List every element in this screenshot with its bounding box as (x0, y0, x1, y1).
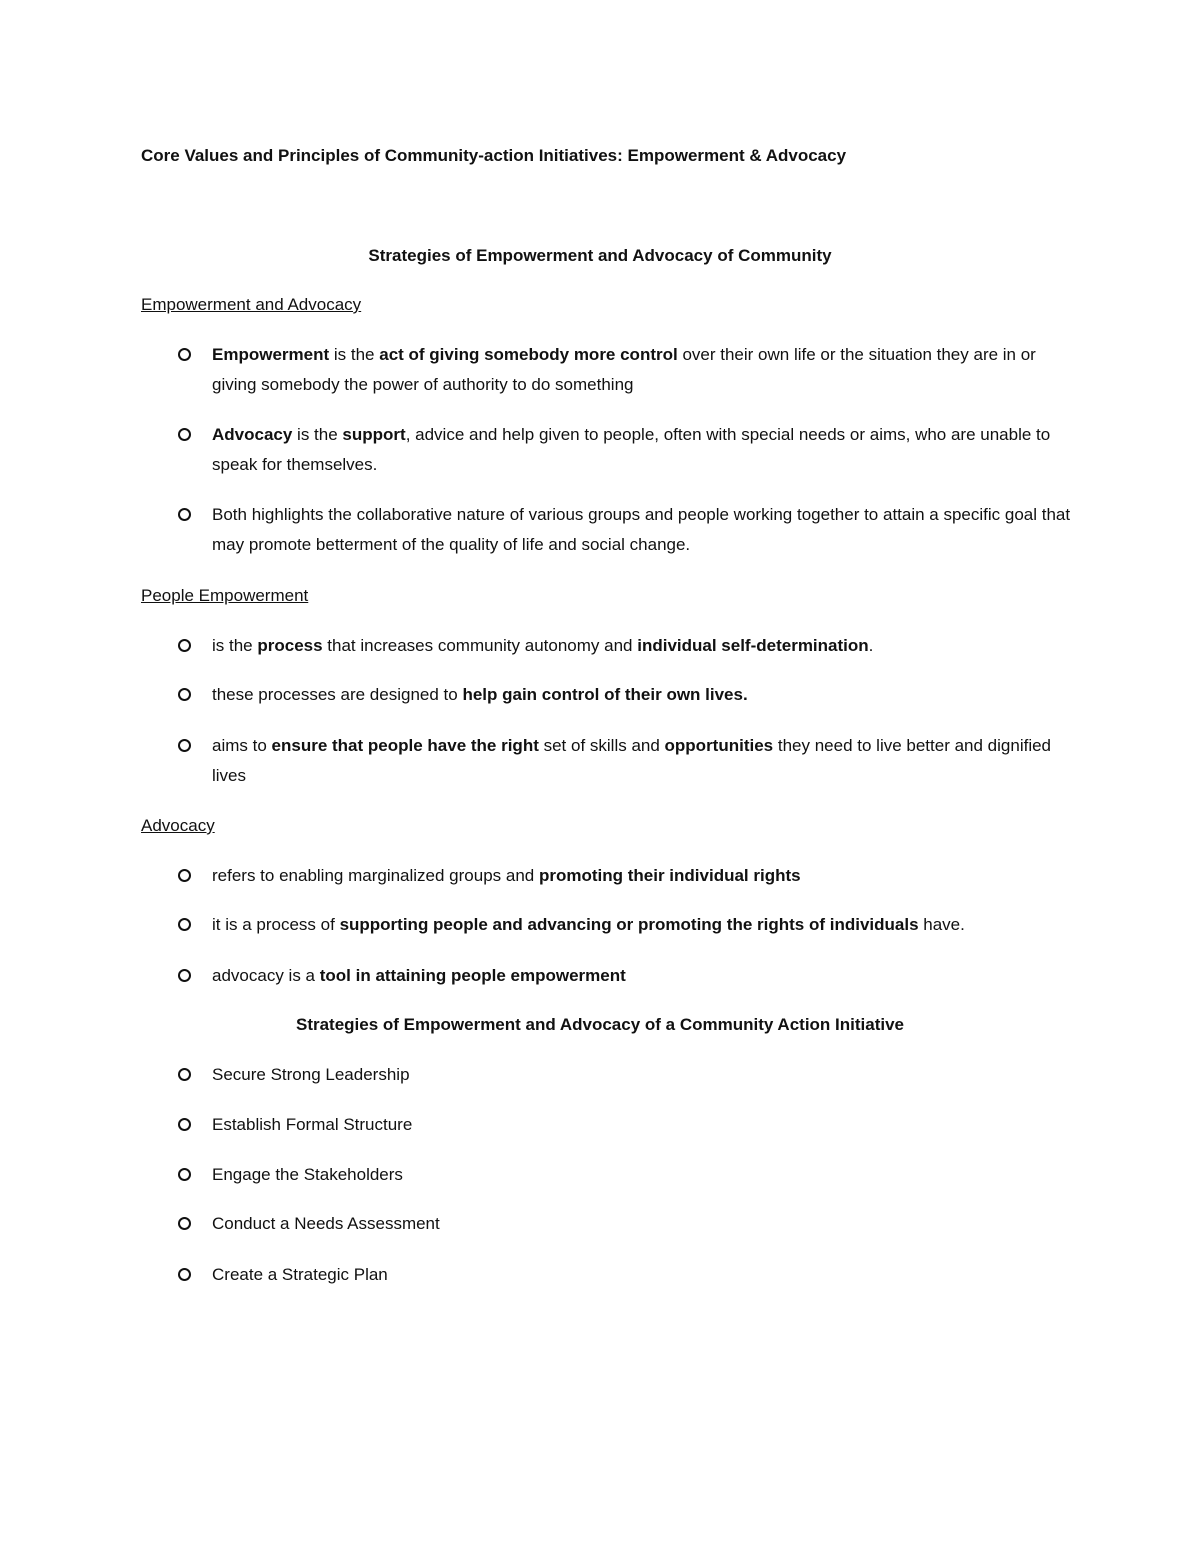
bold-text-run: Empowerment (212, 345, 330, 364)
list-item (178, 861, 1078, 891)
bold-text-run: opportunities (664, 736, 774, 755)
text-run: these processes are designed to (212, 685, 463, 704)
hollow-circle-bullet-icon (178, 1068, 191, 1081)
bold-text-run: individual self-determination (637, 636, 869, 655)
text-run: , advice and help given to people, often with special needs or aims, who are unable to speak for themselves. (212, 425, 1051, 474)
hollow-circle-bullet-icon (178, 869, 191, 882)
hollow-circle-bullet-icon (178, 1168, 191, 1181)
strategy-item (178, 1209, 1078, 1239)
strategy-text: Create a Strategic Plan (212, 1265, 388, 1284)
text-run: set of skills and (538, 736, 665, 755)
document-title: Core Values and Principles of Community-action Initiatives: Empowerment & Advocacy (141, 146, 847, 165)
bold-text-run: process (257, 636, 323, 655)
list-item (178, 961, 1078, 991)
bold-text-run: supporting people and advancing or promoting the rights of individuals (339, 915, 919, 934)
action-initiative-strategies-heading: Strategies of Empowerment and Advocacy of a Community Action Initiative (295, 1015, 904, 1034)
hollow-circle-bullet-icon (178, 639, 191, 652)
strategy-text: Engage the Stakeholders (212, 1165, 403, 1184)
text-run: advocacy is a (212, 966, 320, 985)
text-run: aims to (212, 736, 272, 755)
list-item (178, 910, 1078, 940)
section-heading-people-empowerment: People Empowerment (141, 586, 309, 605)
bold-text-run: promoting their individual rights (538, 866, 801, 885)
strategy-text: Conduct a Needs Assessment (212, 1214, 440, 1233)
hollow-circle-bullet-icon (178, 428, 191, 441)
hollow-circle-bullet-icon (178, 348, 191, 361)
text-run: is the (329, 345, 380, 364)
list-item (178, 631, 1078, 661)
list-item (178, 731, 1078, 791)
strategy-text: Establish Formal Structure (212, 1115, 413, 1134)
list-item-text (212, 631, 1078, 661)
list-item-text (212, 340, 1078, 400)
hollow-circle-bullet-icon (178, 739, 191, 752)
strategies-heading: Strategies of Empowerment and Advocacy of Community (368, 246, 832, 265)
list-item-text (212, 680, 1078, 710)
hollow-circle-bullet-icon (178, 918, 191, 931)
bold-text-run: Advocacy (212, 425, 293, 444)
hollow-circle-bullet-icon (178, 508, 191, 521)
hollow-circle-bullet-icon (178, 1268, 191, 1281)
text-run: Both highlights the collaborative nature of various groups and people working together to attain a specific goal that may promote betterment of the quality of life and social change. (212, 505, 1071, 554)
list-item (178, 680, 1078, 710)
bold-text-run: support (342, 425, 406, 444)
text-run: refers to enabling marginalized groups and (212, 866, 539, 885)
bold-text-run: act of giving somebody more control (379, 345, 678, 364)
text-run: is the (292, 425, 343, 444)
list-item-text (212, 861, 1078, 891)
hollow-circle-bullet-icon (178, 969, 191, 982)
list-item-text (212, 420, 1078, 480)
list-item-text (212, 961, 1078, 991)
strategy-text: Secure Strong Leadership (212, 1065, 410, 1084)
text-run: it is a process of (212, 915, 340, 934)
text-run: is the (212, 636, 258, 655)
text-run: that increases community autonomy and (322, 636, 638, 655)
text-run: they need to live better and dignified lives (212, 736, 1052, 785)
list-item (178, 420, 1078, 480)
hollow-circle-bullet-icon (178, 1217, 191, 1230)
bold-text-run: help gain control of their own lives. (462, 685, 748, 704)
text-run: over their own life or the situation they are in or giving somebody the power of authority to do something (212, 345, 1036, 394)
strategy-item (178, 1110, 1078, 1140)
list-item (178, 340, 1078, 400)
text-run: . (868, 636, 874, 655)
hollow-circle-bullet-icon (178, 688, 191, 701)
section-heading-advocacy: Advocacy (141, 816, 215, 835)
list-item (178, 500, 1078, 560)
text-run: have. (918, 915, 965, 934)
strategy-item (178, 1060, 1078, 1090)
bold-text-run: tool in attaining people empowerment (319, 966, 626, 985)
section-heading-empowerment-advocacy: Empowerment and Advocacy (141, 295, 362, 314)
list-item-text (212, 910, 1078, 940)
bold-text-run: ensure that people have the right (271, 736, 539, 755)
list-item-text (212, 500, 1078, 560)
list-item-text (212, 731, 1078, 791)
hollow-circle-bullet-icon (178, 1118, 191, 1131)
strategy-item (178, 1160, 1078, 1190)
strategy-item (178, 1260, 1078, 1290)
